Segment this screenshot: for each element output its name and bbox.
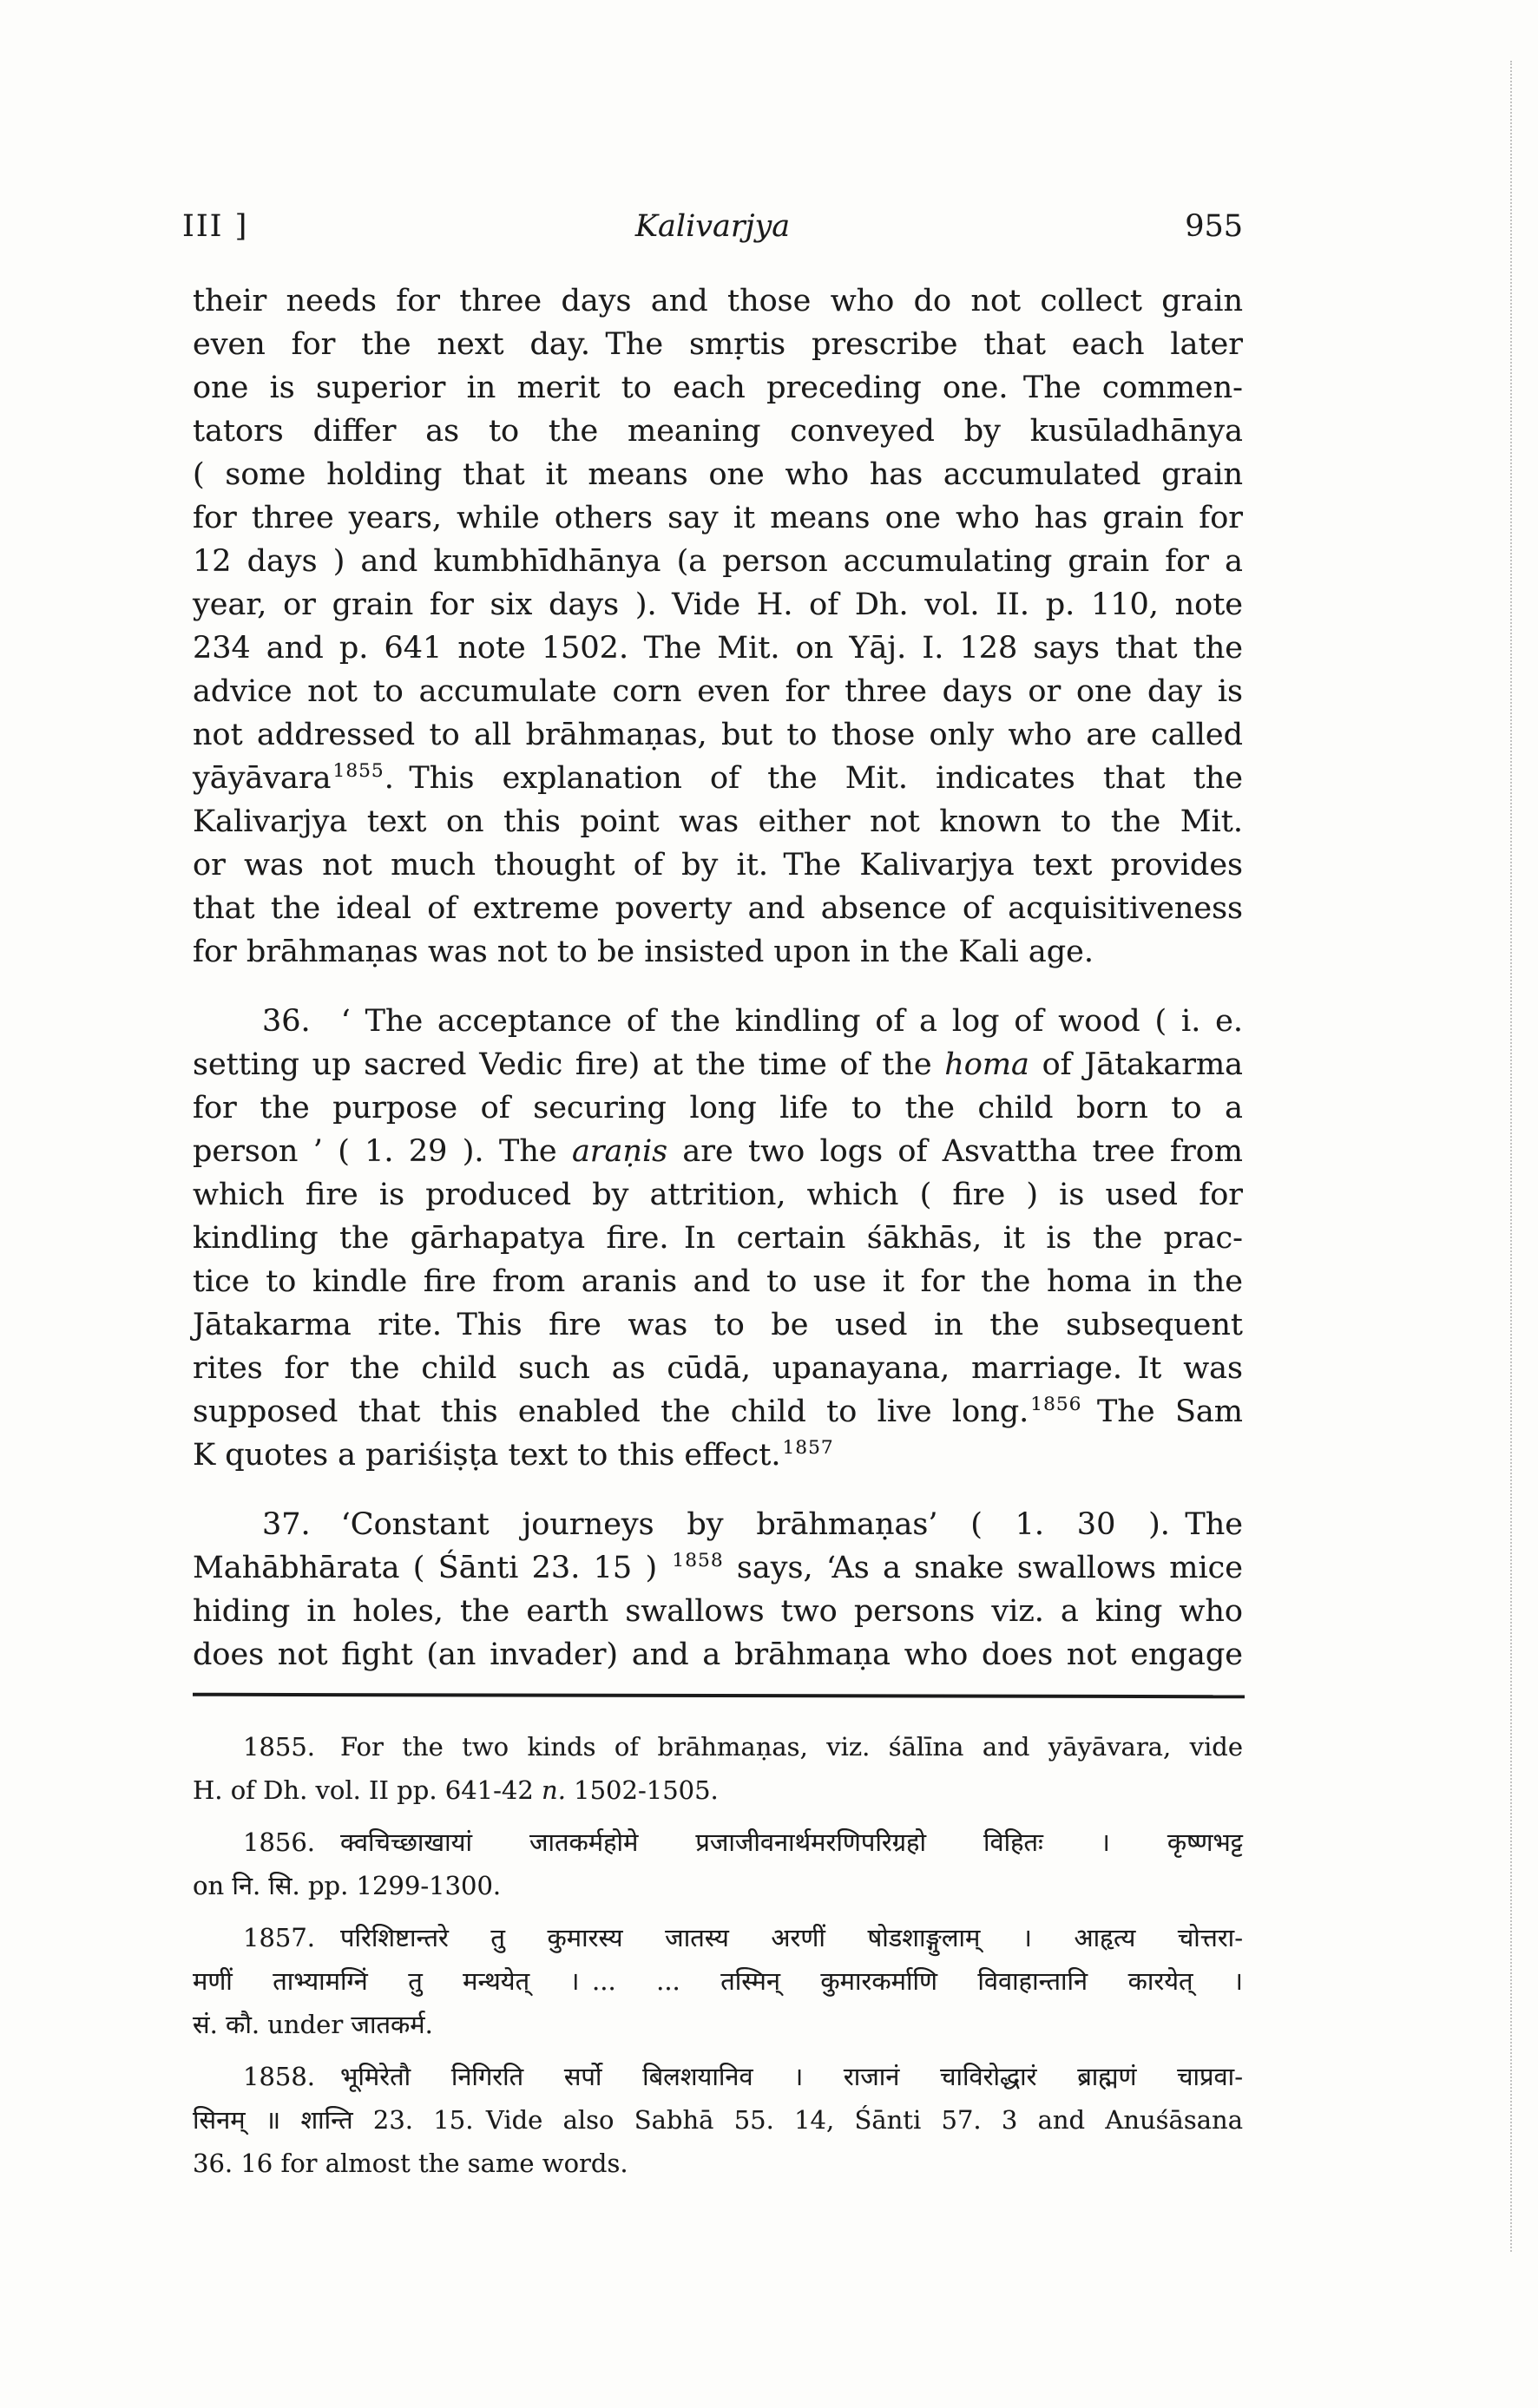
footnote-line: on नि. सि. pp. 1299-1300.: [193, 1871, 502, 1900]
footnote-line: 1858. भूमिरेतौ निगिरति सर्पो बिलशयानिव । राजानं चाविरोद्धारं ब्राह्मणं चाप्रवा-: [243, 2062, 1243, 2091]
text-line: advice not to accumulate corn even for three days or one day is: [193, 674, 1243, 709]
text-run: setting up sacred Vedic fire) at the time of the: [193, 1047, 945, 1082]
italic-term-aranis: araṇis: [571, 1134, 668, 1169]
text-run: 1502-1505.: [565, 1775, 719, 1805]
text-line: [193, 1390, 1243, 1434]
running-header: [182, 207, 1243, 246]
text-line: [193, 1130, 1243, 1173]
text-run: The Sam: [1081, 1394, 1243, 1429]
footnote-ref-1855: 1855: [332, 760, 384, 783]
text-run: of Jātakarma: [1029, 1047, 1243, 1082]
text-line: 12 days ) and kumbhīdhānya (a person accumulating grain for a: [193, 544, 1243, 579]
text-line: ( some holding that it means one who has accumulated grain: [193, 457, 1243, 492]
text-line: for brāhmaṇas was not to be insisted upon in the Kali age.: [193, 935, 1094, 969]
text-line: or was not much thought of by it. The Kalivarjya text provides: [193, 848, 1243, 882]
text-line: their needs for three days and those who do not collect grain: [193, 284, 1243, 318]
footnote-line: मणीं ताभ्यामग्निं तु मन्थयेत् । ... ... तस्मिन् कुमारकर्माणि विवाहान्तानि कारयेत् ।: [193, 1966, 1243, 1996]
footnote-line: 1857. परिशिष्टान्तरे तु कुमारस्य जातस्य अरणीं षोडशाङ्गुलाम् । आहृत्य चोत्तरा-: [243, 1923, 1243, 1952]
text-line: [193, 757, 1243, 800]
footnote-1855: [193, 1725, 1243, 1812]
footnote-line: 1855. For the two kinds of brāhmaṇas, viz. śālīna and yāyāvara, vide: [243, 1732, 1243, 1762]
text-run: person ’ ( 1. 29 ). The: [193, 1134, 572, 1169]
text-run: H. of Dh. vol. II pp. 641-42: [193, 1775, 542, 1805]
text-line: Kalivarjya text on this point was either not known to the Mit.: [193, 804, 1243, 839]
text-line: [193, 1546, 1243, 1590]
footnote-1856: [193, 1821, 1243, 1907]
paragraph-37: [193, 1503, 1243, 1676]
footnote-1857: [193, 1916, 1243, 2046]
text-run: Mahābhārata ( Śānti 23. 15 ): [193, 1551, 671, 1585]
text-run: says, ‘As a snake swallows mice: [723, 1551, 1243, 1585]
footnote-line: [193, 1768, 1243, 1812]
text-run: supposed that this enabled the child to live long.: [193, 1394, 1029, 1429]
text-line: [193, 1434, 1243, 1477]
text-line: 234 and p. 641 note 1502. The Mit. on Yāj. I. 128 says that the: [193, 631, 1243, 666]
text-run: K quotes a pariśiṣṭa text to this effect.: [193, 1438, 781, 1473]
footnote-line: 36. 16 for almost the same words.: [193, 2149, 628, 2178]
text-run: . This explanation of the Mit. indicates that the: [384, 761, 1243, 796]
text-line: tators differ as to the meaning conveyed by kusūladhānya: [193, 414, 1243, 449]
body-text: [193, 279, 1243, 1676]
text-line: rites for the child such as cūdā, upanayana, marriage. It was: [193, 1351, 1243, 1386]
paragraph-continuation: [193, 279, 1243, 974]
text-line: [193, 1043, 1243, 1086]
footnote-separator-rule: [193, 1693, 1245, 1699]
text-line: tice to kindle fire from aranis and to use it for the homa in the: [193, 1264, 1243, 1299]
text-line: year, or grain for six days ). Vide H. of Dh. vol. II. p. 110, note: [193, 587, 1243, 622]
scan-edge-artifact: [1510, 61, 1512, 2252]
text-run: yāyāvara: [193, 761, 332, 796]
page-number: 955: [1185, 209, 1244, 244]
running-title: Kalivarjya: [634, 209, 791, 244]
text-line: even for the next day. The smṛtis prescribe that each later: [193, 327, 1243, 362]
text-line: which fire is produced by attrition, which ( fire ) is used for: [193, 1178, 1243, 1212]
section-marker: III ]: [182, 209, 249, 244]
footnote-line: सिनम् ॥ शान्ति 23. 15. Vide also Sabhā 55. 14, Śānti 57. 3 and Anuśāsana: [193, 2105, 1243, 2135]
footnote-ref-1857: 1857: [782, 1437, 834, 1460]
italic-term-homa: homa: [944, 1047, 1029, 1082]
text-line: for the purpose of securing long life to the child born to a: [193, 1091, 1243, 1125]
text-line: does not fight (an invader) and a brāhmaṇa who does not engage: [193, 1637, 1243, 1672]
footnote-ref-1856: 1856: [1030, 1394, 1082, 1416]
footnote-1858: [193, 2055, 1243, 2185]
text-line: hiding in holes, the earth swallows two persons viz. a king who: [193, 1594, 1243, 1629]
text-line: kindling the gārhapatya fire. In certain śākhās, it is the prac-: [193, 1221, 1243, 1256]
footnote-line: सं. कौ. under जातकर्म.: [193, 2010, 433, 2039]
text-line: 36. ‘ The acceptance of the kindling of a log of wood ( i. e.: [262, 1004, 1243, 1039]
text-line: for three years, while others say it means one who has grain for: [193, 501, 1243, 535]
footnote-line: 1856. क्वचिच्छाखायां जातकर्महोमे प्रजाजीवनार्थमरणिपरिग्रहो विहितः । कृष्णभट्ट: [243, 1827, 1243, 1857]
text-line: 37. ‘Constant journeys by brāhmaṇas’ ( 1. 30 ). The: [262, 1507, 1243, 1542]
text-line: Jātakarma rite. This fire was to be used in the subsequent: [193, 1308, 1243, 1342]
italic-term-n: n.: [542, 1775, 566, 1805]
footnotes: [193, 1725, 1243, 2185]
footnote-ref-1858: 1858: [672, 1550, 724, 1572]
text-line: one is superior in merit to each preceding one. The commen-: [193, 371, 1243, 405]
text-line: that the ideal of extreme poverty and absence of acquisitiveness: [193, 891, 1243, 926]
paragraph-36: [193, 1000, 1243, 1477]
text-line: not addressed to all brāhmaṇas, but to those only who are called: [193, 718, 1243, 752]
text-run: are two logs of Asvattha tree from: [667, 1134, 1243, 1169]
